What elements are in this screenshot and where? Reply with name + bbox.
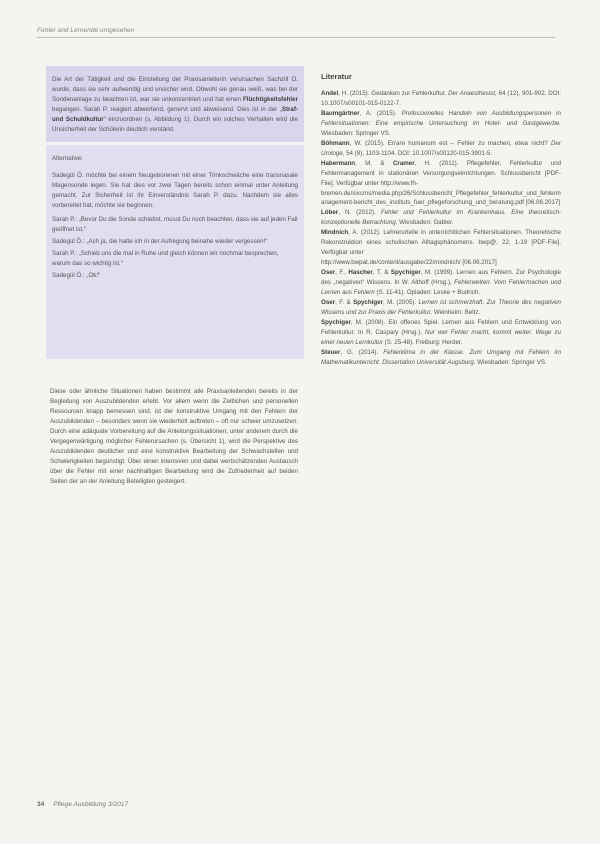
reference-text: , A. (2012). Lehrerurteile in unterrichtlichen Fehlersituationen. Theoretische Rekonstruktion eines schulischen Alltagsphänomens. bwp@, 22, 1-19 [PDF-File]. Verfügbar unter — [321, 229, 561, 257]
reference-author: Baumgärtner — [321, 109, 360, 117]
reference-author: Böhmann — [321, 139, 350, 147]
reference-entry — [321, 348, 561, 368]
reference-text: , T. & — [372, 269, 391, 277]
reference-title: Professionelles Handeln von Ausbildungspersonen in Fehlersituationen: Eine empirische Untersuchung im Hotel- und Gastgewerbe. — [321, 109, 561, 127]
reference-title: Der Urologe, — [321, 139, 561, 157]
alternative-box — [46, 145, 304, 359]
page-number: 34 — [37, 801, 45, 808]
case-example-box — [46, 66, 304, 142]
reference-author: Habermann — [321, 159, 356, 167]
reference-text: , M. (2008). Ein offenes Spiel. Lernen aus Fehlern und Entwicklung von Fehlerkultur. In R. Caspary (Hrsg.), — [321, 318, 561, 336]
reference-title: Fehlerwelten. Vom Fehlermachen und Lernen aus Fehlern — [321, 279, 561, 297]
reference-author: Oser — [321, 269, 336, 277]
reference-text: Wiesbaden: Springer VS. — [475, 358, 547, 366]
reference-entry — [321, 268, 561, 298]
reference-title: Der Anaesthesist, — [448, 90, 497, 97]
dialogue-line: Sadegül Ö.: „Ok!“ — [52, 271, 101, 279]
box1-text-before: Die Art der Tätigkeit und die Einstellung der Praxisanleiterin verursachen Sachzill O. wurde, dass sie sehr aufwendig und unsicher wird. Obwohl sie genau weiß, was bei der Sondenanlage zu beachten ist, war sie unkonzentriert und hat einen — [52, 76, 298, 103]
reference-author: Spychiger — [353, 299, 383, 307]
reference-entry — [321, 159, 561, 209]
magazine-name: Pflege Ausbildung 3/2017 — [53, 801, 129, 808]
reference-author: Andel — [321, 90, 339, 97]
reference-list — [321, 89, 561, 368]
reference-text: Wiesbaden: Springer VS. — [321, 129, 391, 137]
alternative-title: Alternative: — [52, 155, 83, 163]
reference-text: , N. (2012). — [338, 209, 381, 217]
reference-url[interactable]: http://www.bwpat.de/content/ausgabe/22/mindnich/ [06.06.2017] — [321, 259, 497, 267]
reference-text: , H. (2015). Gedanken zur Fehlerkultur. — [338, 90, 449, 97]
reference-entry — [321, 228, 561, 268]
box1-text-after: “ einzuordnen (s. Abbildung 1). Durch ein solches Verhalten wird die Unsicherheit der Schülerin deutlich verstärkt. — [52, 115, 299, 133]
running-head: Fehler and Lernende umgesehen — [37, 27, 135, 34]
dialogue-line: Sadegül Ö.: „Ach ja, die hatte ich in der Aufregung beinahe wieder vergessen!“ — [52, 237, 268, 245]
reference-entry — [321, 298, 561, 318]
box1-bold-term-1: Flüchtigkeitsfehler — [242, 95, 298, 103]
reference-text: 64 (12), 901-902. DOI: 10.1007/s00101-015-0122-7. — [321, 90, 561, 107]
reference-text: , M. (2005). — [382, 299, 419, 307]
right-column — [321, 66, 561, 368]
reference-text: , G. (2014). — [340, 348, 384, 356]
reference-author: Spychiger — [321, 318, 351, 326]
reference-text: , W. (2015). Errare humanum est – Fehler zu machen, etwa nicht? — [349, 139, 552, 147]
reference-text: , M. & — [355, 159, 393, 167]
reference-text: , A. (2015). — [359, 109, 402, 117]
reference-text: Weinheim: Beltz. — [432, 308, 481, 316]
reference-author: Oser — [321, 299, 336, 307]
reference-text: , H. (2011). Pflegefehler, Fehlerkultur und Fehlermanagement in stationären Versorgungseinrichtungen. Schlussbericht [PDF-File]. Verfügbar unter http://www.fh- — [321, 159, 561, 187]
reference-entry — [321, 208, 561, 228]
reference-url[interactable]: bremen.de/sixcms/media.php/26/Schlussbericht_Pflegefehler_fehlerkultur_und_fehlermanagement-bericht_des_instituts_fuer_pflegeforschung_und_beratung.pdf [06.06.2017] — [321, 189, 561, 207]
reference-entry — [321, 318, 561, 348]
reference-title: Fehler und Fehlerkultur im Krankenhaus. Eine theoretisch-konzeptionelle Betrachtung. — [321, 209, 561, 227]
reference-author: Spychiger — [390, 269, 421, 277]
reference-author: Hascher — [348, 269, 373, 277]
box1-bold-term-2: Straf- und Schuldkultur — [52, 105, 298, 123]
reference-text: (S. 25-48). Freiburg: Herder. — [382, 338, 463, 346]
reference-author: Mindnich — [321, 229, 349, 237]
reference-entry — [321, 89, 561, 109]
page-footer — [37, 801, 128, 808]
reference-author: Cramer — [392, 159, 415, 167]
body-paragraph: Diese oder ähnliche Situationen haben bestimmt alle Praxisanleitenden bereits in der Begleitung von Auszubildenden erlebt. Vor allem wenn die Zeitlichen und personellen Ressourcen knapp bemessen sind, ist der konstruktive Umgang mit den Fehlern der Auszubildenden – besonders wenn sie wiederholt auftreten – oft nur schwer umzusetzen. Durch eine adäquate Vorbereitung auf die Anleitungssituationen, unter anderem durch die Vergegenwärtigung möglicher Fehlerursachen (s. Übersicht 1), wird die Perspektive des Auszubildenden deutlicher und eine konstruktive Bearbeitung der Schwachstellen und Schwierigkeiten begünstigt. Über einen intensiven und dabei wertschätzenden Austausch über die Fehler mit einer nachhaltigen Bearbeitung wird die Zufriedenheit auf beiden Seiten der an der Anleitung Beteiligten gesteigert. — [50, 388, 298, 486]
reference-text: , F., — [335, 269, 349, 277]
dialogue-line: Sarah P.: „Schieb uns die mal in Ruhe und gleich können wir nochmal besprechen, warum das so wichtig ist.“ — [52, 249, 279, 267]
reference-entry — [321, 139, 561, 159]
reference-text: , M. (1999). Lernen aus Fehlern. Zur Psychologie des „negativen“ Wissens. In W. Althoff (Hrsg.), — [321, 269, 561, 287]
dialogue-line: Sarah P.: „Bevor Du die Sonde schiebst, musst Du noch beachten, dass sie auf jeden Fall geöffnet ist.“ — [52, 215, 298, 233]
reference-author: Löber — [321, 209, 339, 217]
reference-text: , F. & — [335, 299, 354, 307]
box1-text-middle: begangen. Sarah P. reagiert abwertend, genervt und abweisend. Dies ist in der „ — [52, 105, 282, 113]
reference-title: Lernen ist schmerzhaft. Zur Theorie des negativen Wissens und zur Praxis der Fehlerkultur. — [321, 299, 561, 316]
header-rule — [37, 37, 555, 38]
literature-heading: Literatur — [321, 72, 352, 81]
reference-title: Fehlerklima in der Klasse. Zum Umgang mit Fehlern im Mathematikunterricht. Dissertation Universität Augsburg. — [321, 348, 561, 366]
left-column — [46, 66, 304, 487]
reference-entry — [321, 109, 561, 139]
reference-text: (S. 11-41). Opladen: Leske + Budrich. — [374, 289, 480, 297]
reference-text: Wiesbaden: Gabler. — [397, 219, 454, 227]
reference-text: 54 (8), 1103-1104. DOI: 10.1007/s00120-015-3901-5. — [344, 149, 493, 157]
reference-title: Nur wer Fehler macht, kommt weiter. Wege zu einer neuen Lernkultur — [321, 328, 561, 346]
alternative-paragraph: Sadegül Ö. möchte bei einem Neugeborenen mit einer Trinkschwäche eine transnasale Magensonde legen. Sie hat dies vor zwei Tagen bereits schon einmal unter Anleitung gemacht. Zur Sicherheit ist ihr Einverständnis Sarah P. dazu. Nachdem sie alles vorbereitet hat, möchte sie beginnen. — [52, 172, 298, 210]
reference-author: Steuer — [321, 348, 341, 356]
